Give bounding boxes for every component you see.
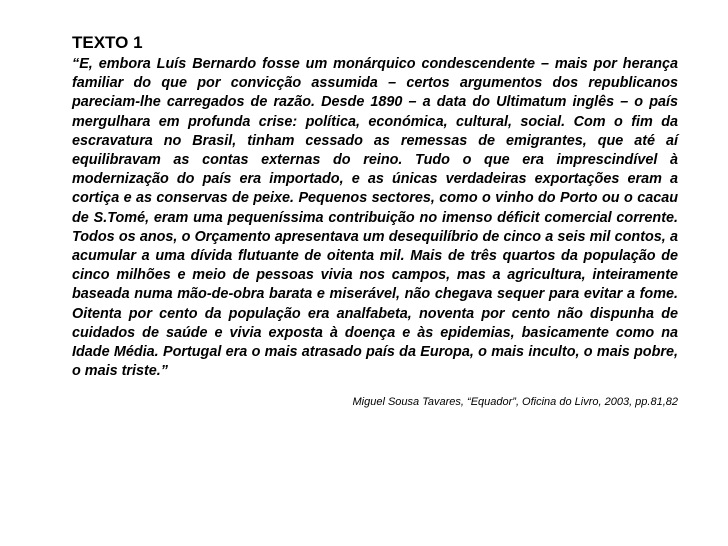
source-citation: Miguel Sousa Tavares, “Equador”, Oficina do Livro, 2003, pp.81,82 bbox=[352, 396, 678, 409]
quoted-passage: “E, embora Luís Bernardo fosse um monárquico condescendente – mais por herança familiar do que por convicção assumida – certos argumentos dos republicanos pareciam-lhe carregados de razão. Desde 1890 – a data do Ultimatum inglês – o país mergulhara em profunda crise: política, económica, cultural, social. Com o fim da escravatura no Brasil, tinham cessado as remessas de emigrantes, que até aí equilibravam as contas externas do reino. Tudo o que era imprescindível à modernização do país era importado, e as únicas verdadeiras exportações eram a cortiça e as conservas de peixe. Pequenos sectores, como o vinho do Porto ou o cacau de S.Tomé, eram uma pequeníssima contribuição no imenso déficit comercial corrente. Todos os anos, o Orçamento apresentava um desequilíbrio de cinco a seis mil contos, a acumular a uma dívida flutuante de oitenta mil. Mais de três quartos da população de cinco milhões e meio de pessoas vivia nos campos, mas a agricultura, inteiramente baseada numa mão-de-obra barata e miserável, não chegava sequer para evitar a fome. Oitenta por cento da população era analfabeta, noventa por cento não dispunha de cuidados de saúde e vivia exposta à doença e às epidemias, basicamente como na Idade Média. Portugal era o mais atrasado país da Europa, o mais inculto, o mais pobre, o mais triste.” bbox=[72, 56, 678, 380]
document-heading: TEXTO 1 bbox=[72, 33, 143, 52]
document-page bbox=[72, 33, 678, 409]
